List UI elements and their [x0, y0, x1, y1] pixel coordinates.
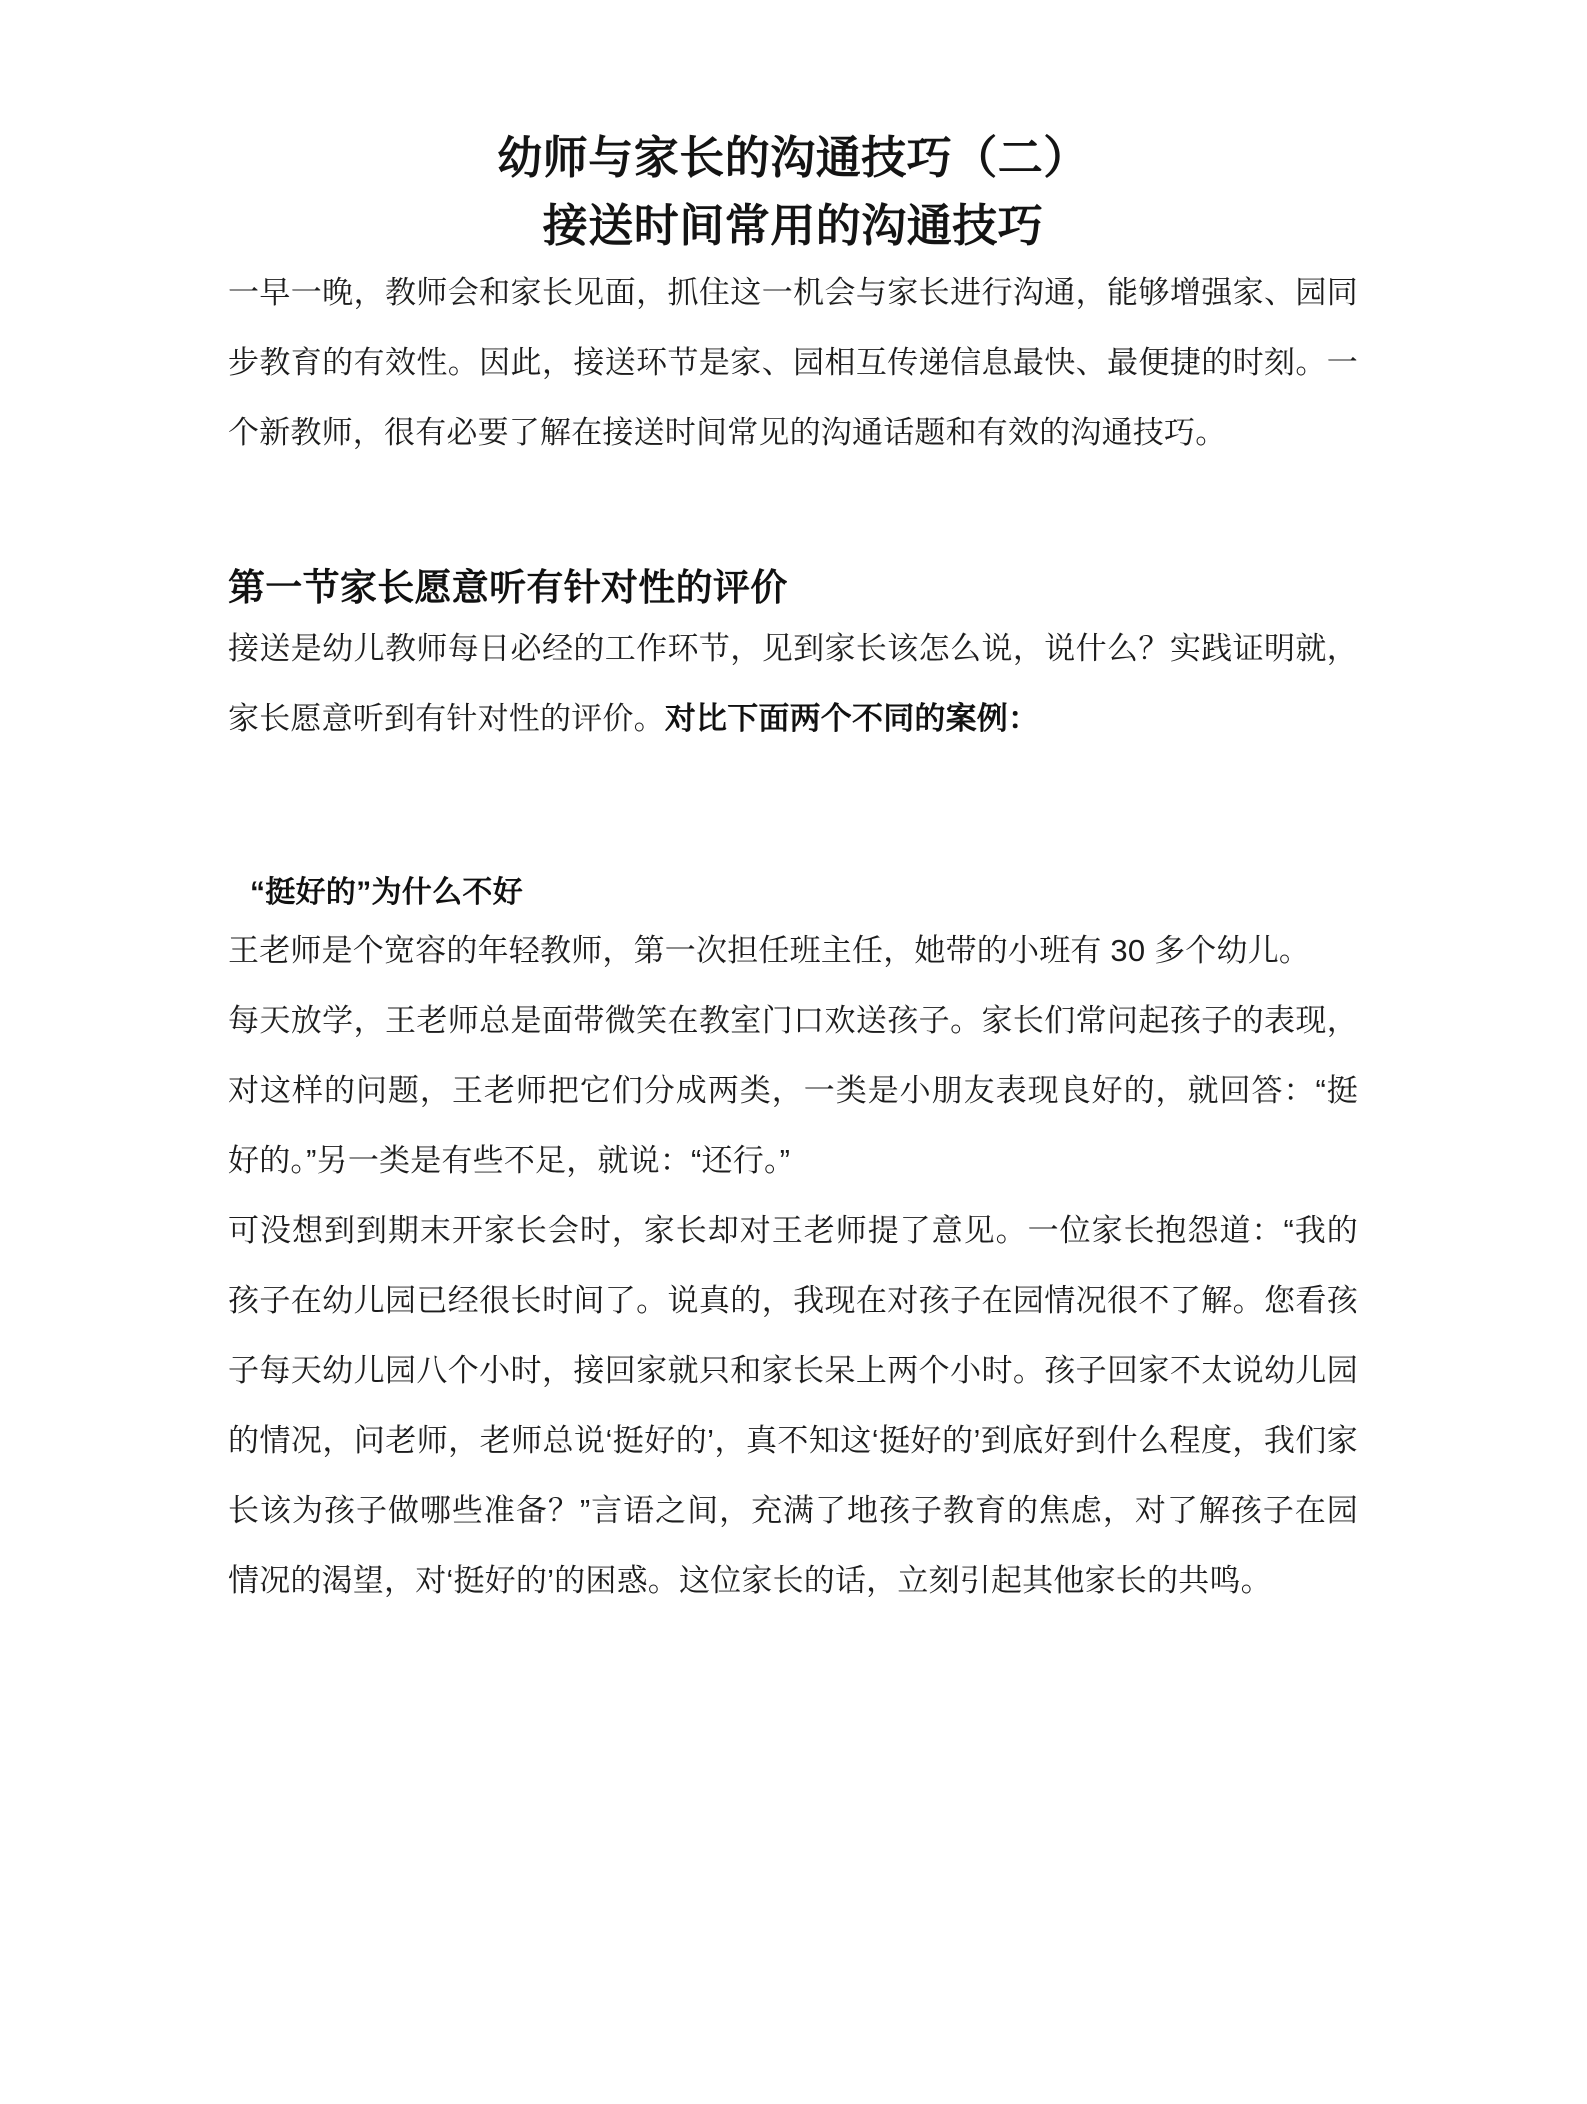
section-1-lead-bold-tail: 对比下面两个不同的案例：	[664, 701, 1040, 736]
document-content-column	[228, 0, 1358, 1616]
section-1-heading: 第一节家长愿意听有针对性的评价	[228, 567, 788, 608]
case-paragraph-1: 王老师是个宽容的年轻教师，第一次担任班主任，她带的小班有 30 多个幼儿。	[228, 933, 1311, 968]
case-paragraph-2: 每天放学，王老师总是面带微笑在教室门口欢送孩子。家长们常问起孩子的表现，对这样的问题，王老师把它们分成两类，一类是小朋友表现良好的，就回答：“挺好的。”另一类是有些不足，就说：“还行。”	[228, 1003, 1358, 1178]
document-title-line-1: 幼师与家长的沟通技巧（二）	[497, 132, 1089, 183]
document-title-line-2: 接送时间常用的沟通技巧	[542, 200, 1044, 251]
intro-paragraph: 一早一晚，教师会和家长见面，抓住这一机会与家长进行沟通，能够增强家、园同步教育的有效性。因此，接送环节是家、园相互传递信息最快、最便捷的时刻。一个新教师，很有必要了解在接送时间常见的沟通话题和有效的沟通技巧。	[228, 275, 1358, 450]
section-1-sub-heading: “挺好的”为什么不好	[250, 876, 523, 909]
section-1-lead-paragraph	[228, 614, 1358, 754]
case-paragraph-3: 可没想到到期末开家长会时，家长却对王老师提了意见。一位家长抱怨道：“我的孩子在幼儿园已经很长时间了。说真的，我现在对孩子在园情况很不了解。您看孩子每天幼儿园八个小时，接回家就只和家长呆上两个小时。孩子回家不太说幼儿园的情况，问老师，老师总说‘挺好的’，真不知这‘挺好的’到底好到什么程度，我们家长该为孩子做哪些准备？”言语之间，充满了地孩子教育的焦虑，对了解孩子在园情况的渴望，对‘挺好的’的困惑。这位家长的话，立刻引起其他家长的共鸣。	[228, 1213, 1358, 1598]
section-1-lead-plain: 接送是幼儿教师每日必经的工作环节，见到家长该怎么说，说什么？实践证明就，家长愿意听到有针对性的评价。	[228, 631, 1358, 736]
